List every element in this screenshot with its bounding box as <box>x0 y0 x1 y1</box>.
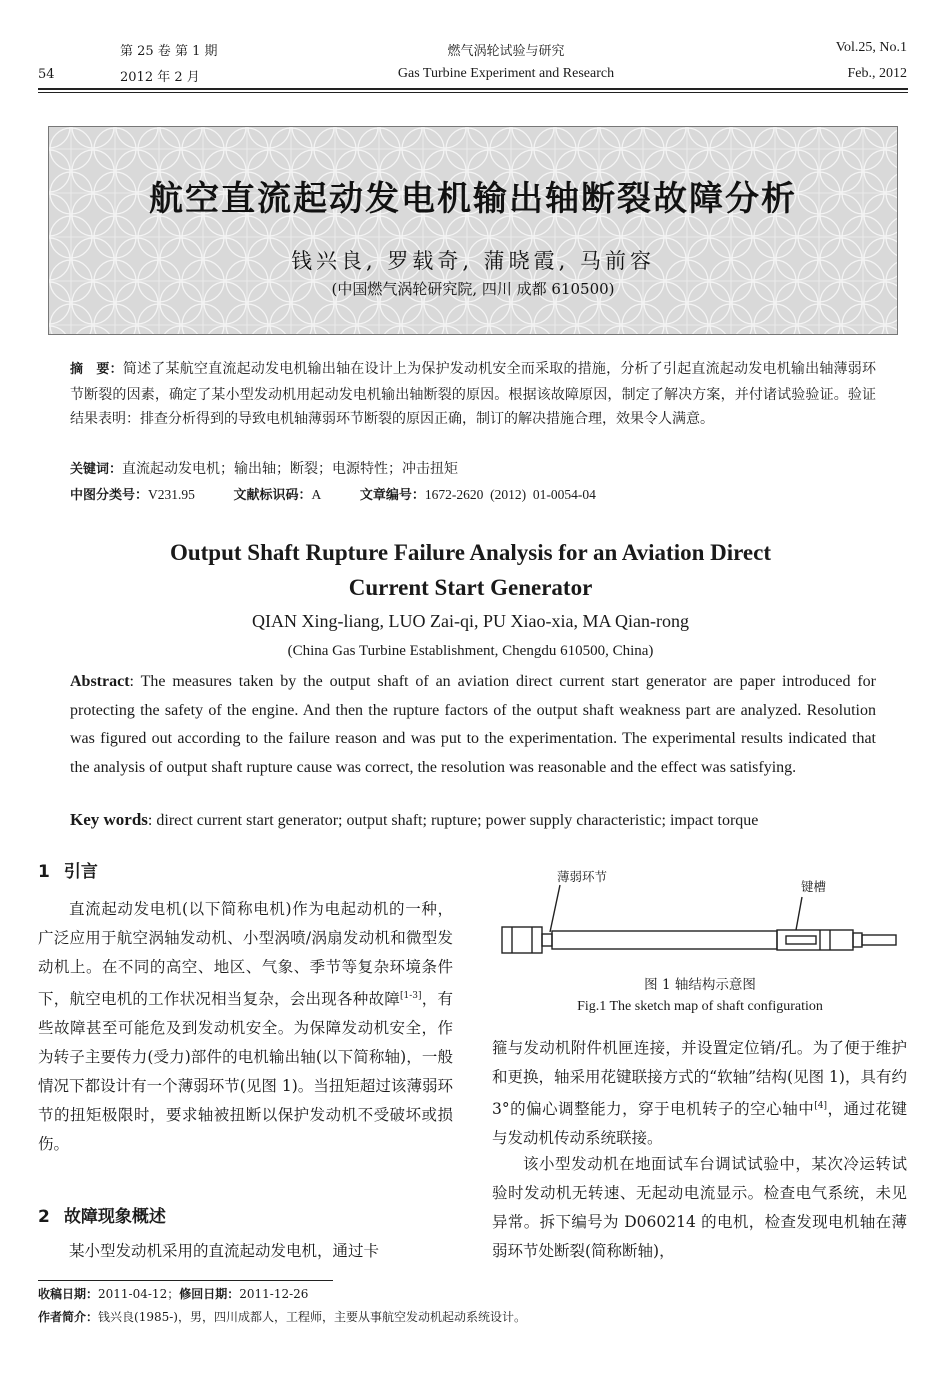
weak-neck <box>542 934 552 946</box>
class-value: V231.95 <box>148 487 195 502</box>
paper-title-en-line2: Current Start Generator <box>348 575 593 600</box>
section-2-title: 故障现象概述 <box>63 1207 166 1227</box>
journal-name-cn: 燃气涡轮试验与研究 <box>447 44 565 59</box>
keywords-en-label: Key words <box>70 810 148 829</box>
section-1-paragraph <box>38 895 453 1159</box>
shaft-body <box>552 931 777 949</box>
paper-title-en-line1: Output Shaft Rupture Failure Analysis for an Aviation Direct <box>169 540 772 565</box>
title-block <box>48 126 898 335</box>
right-col-text-b: ，通过花键与发动机传动系统联接。 <box>492 1100 907 1148</box>
figure-label-weak-link: 薄弱环节 <box>557 869 608 884</box>
section-1-title: 引言 <box>63 862 98 882</box>
bio-label: 作者简介： <box>38 1310 99 1324</box>
journal-name-en: Gas Turbine Experiment and Research <box>397 66 615 81</box>
abstract-en-label: Abstract <box>70 673 130 690</box>
section-2-paragraph: 某小型发动机采用的直流起动发电机，通过卡 <box>69 1242 380 1260</box>
section-1-text-b: ，有些故障甚至可能危及到发动机安全。为保障发动机安全，作为转子主要传力(受力)部件的电机输出轴(以下简称轴)，一般情况下都设计有一个薄弱环节(见图 1)。当扭矩超过该薄弱环节的扭矩极限时，要求轴被扭断以保护发动机不受破坏或损伤。 <box>38 990 453 1154</box>
footnote-bio <box>38 1308 526 1325</box>
keyway-section <box>777 930 853 950</box>
received-label: 收稿日期： <box>38 1287 99 1301</box>
header-rule-thin <box>38 92 908 93</box>
header-rule-thick <box>38 88 908 90</box>
article-no-value: 1672-2620 (2012) 01-0054-04 <box>424 487 596 502</box>
article-no-label: 文章编号： <box>359 488 425 503</box>
received-date: 2011-04-12； <box>98 1287 180 1301</box>
abstract-en: Abstract: The measures taken by the output shaft of an aviation direct current start generator are paper introduced for protecting the safety of the engine. And then the rupture factors of the output shaft weakness part are analyzed. Resolution was figured out according to the failure reason and was put to the experimentation. The experimental results indicated that the analysis of output shaft rupture cause was correct, the resolution was reasonable and the effect was satisfying. <box>70 673 876 776</box>
volume-issue-en: Vol.25, No.1 <box>835 40 907 55</box>
spline-head <box>502 927 542 953</box>
date-cn: 2012 年 2 月 <box>120 70 200 85</box>
bio-text: 钱兴良(1985-)，男，四川成都人，工程师，主要从事航空发动机起动系统设计。 <box>98 1310 526 1324</box>
footnote-rule <box>38 1280 333 1281</box>
shaft-diagram <box>490 880 910 960</box>
title-background-pattern <box>49 127 897 334</box>
authors-en: QIAN Xing-liang, LUO Zai-qi, PU Xiao-xia, MA Qian-rong <box>252 611 689 631</box>
right-col-text-a: 箍与发动机附件机匣连接，并设置定位销/孔。为了便于维护和更换，轴采用花键联接方式的“软轴”结构(见图 1)，具有约 3°的偏心调整能力，穿于电机转子的空心轴中 <box>492 1039 907 1119</box>
right-column-paragraph-1 <box>492 1034 907 1153</box>
page-number: 54 <box>38 67 55 82</box>
affiliation-en: (China Gas Turbine Establishment, Chengdu 610500, China) <box>287 643 654 659</box>
weak-link-leader <box>550 885 560 932</box>
paper-title-cn: 航空直流起动发电机输出轴断裂故障分析 <box>149 179 797 219</box>
citation-1-3: [1-3] <box>399 991 422 1001</box>
doc-code-value: A <box>311 487 322 502</box>
date-en: Feb., 2012 <box>847 66 907 81</box>
abstract-en-text: The measures taken by the output shaft of an aviation direct current start generator are paper introduced for protecting the safety of the engine. And then the rupture factors of the output shaft weakness part are analyzed. Resolution was figured out according to the failure reason and was put to the experimentation. The experimental results indicated that the analysis of output shaft rupture cause was correct, the resolution was reasonable and the effect was satisfying. <box>70 673 876 776</box>
footnote-dates <box>38 1285 308 1302</box>
figure-1-caption-cn: 图 1 轴结构示意图 <box>644 977 756 993</box>
section-1-text-a: 直流起动发电机(以下简称电机)作为电起动机的一种，广泛应用于航空涡轴发动机、小型涡喷/涡扇发动机和微型发动机上。在不同的高空、地区、气象、季节等复杂环境条件下，航空电机的工作状况相当复杂，会出现各种故障 <box>38 900 453 1009</box>
affiliation-cn: (中国燃气涡轮研究院, 四川 成都 610500) <box>331 280 615 298</box>
keyway-leader <box>796 897 802 930</box>
abstract-cn-text: 简述了某航空直流起动发电机输出轴在设计上为保护发动机安全而采取的措施，分析了引起直流起动发电机输出轴薄弱环节断裂的因素，确定了某小型发动机用起动发电机输出轴断裂的原因。根据该故障原因，制定了解决方案，并付诸试验验证。验证结果表明：排查分析得到的导致电机轴薄弱环节断裂的原因正确，制订的解决措施合理，效果令人满意。 <box>70 361 876 427</box>
keywords-en: Key words: direct current start generator; output shaft; rupture; power supply characteristic; impact torque <box>70 810 759 829</box>
figure-1-caption-en: Fig.1 The sketch map of shaft configuration <box>577 999 823 1014</box>
right-column-paragraph-2: 该小型发动机在地面试车台调试试验中，某次冷运转试验时发动机无转速、无起动电流显示。检查电气系统，未见异常。拆下编号为 D060214 的电机，检查发现电机轴在薄弱环节处断裂(简称断轴)， <box>492 1155 907 1260</box>
authors-cn: 钱兴良, 罗载奇, 蒲晓霞, 马前容 <box>290 249 656 273</box>
citation-4: [4] <box>814 1101 827 1111</box>
section-1-heading <box>38 857 98 882</box>
section-2-heading <box>38 1202 166 1227</box>
keywords-cn-label: 关键词： <box>70 462 123 477</box>
revised-label: 修回日期： <box>179 1287 240 1301</box>
keywords-cn-text: 直流起动发电机；输出轴；断裂；电源特性；冲击扭矩 <box>122 461 459 477</box>
doc-code-label: 文献标识码： <box>233 488 312 503</box>
volume-issue-cn: 第 25 卷 第 1 期 <box>120 44 218 59</box>
keyway-slot <box>786 936 816 944</box>
revised-date: 2011-12-26 <box>239 1287 309 1301</box>
classification-line <box>70 483 876 509</box>
keywords-cn <box>70 457 876 483</box>
class-label: 中图分类号： <box>70 488 149 503</box>
keywords-en-text: direct current start generator; output shaft; rupture; power supply characteristic; impact torque <box>156 812 759 829</box>
abstract-cn-label: 摘 要： <box>70 362 123 377</box>
figure-label-keyway: 键槽 <box>801 879 827 894</box>
shaft-tail <box>862 935 896 945</box>
abstract-cn <box>70 357 876 432</box>
section-1-number: 1 <box>38 862 50 882</box>
section-2-number: 2 <box>38 1207 50 1227</box>
